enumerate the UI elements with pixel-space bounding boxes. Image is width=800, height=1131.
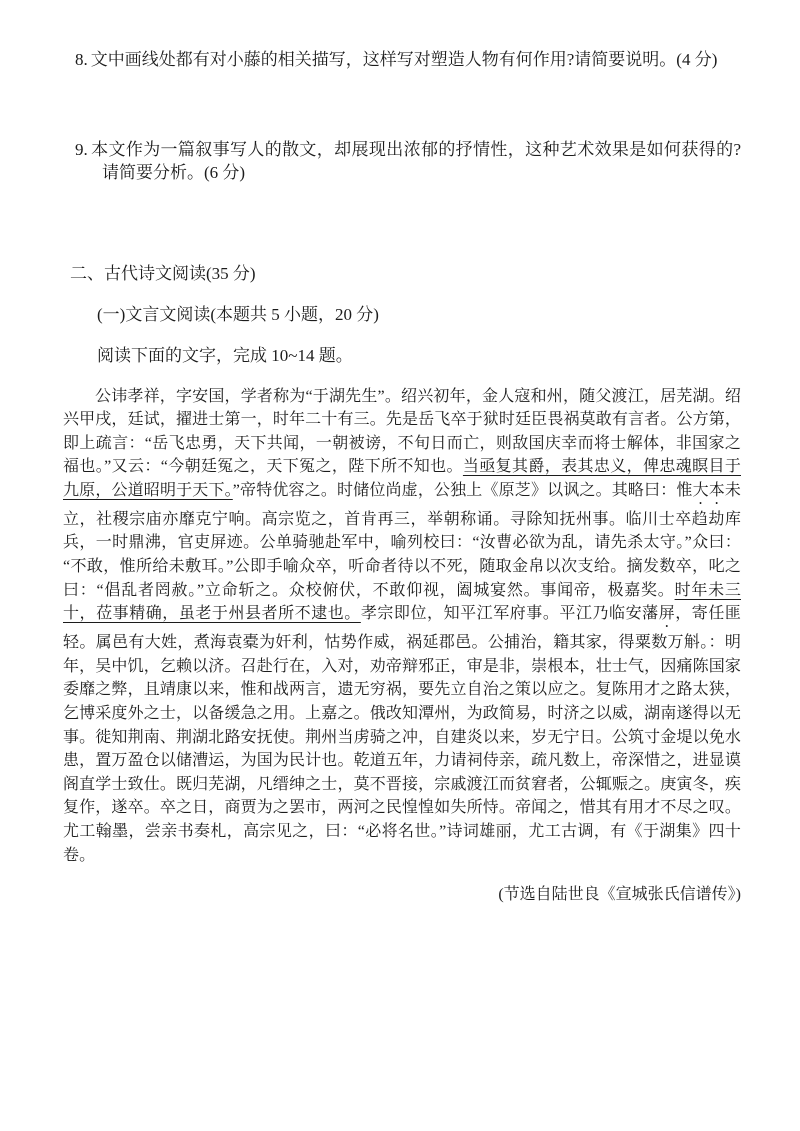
passage-segment: 未立，社稷宗庙亦靡克宁响。高宗览之，首肯再三，举朝称诵。寻除知抚州事。临川士卒趋劫库兵，一时鼎沸，官吏屏迹。公单骑驰赴军中，喻列校曰：“汝曹必欲为乱，请先杀太守。”众曰：“不敢，惟所给未敷耳。”公即手喻众卒，听命者待以不死，随取金帛以次支给。摘发数卒，叱之曰：“倡乱者罔赦。”立命斩之。众校俯伏，不敢仰视，阖城宴然。事闻帝，极嘉奖。 — [63, 481, 741, 599]
underlined-segment: 时年未三十，莅事精确，虽老于州县者所不逮也。 — [63, 581, 741, 623]
question-8-number: 8. — [75, 50, 88, 69]
classical-passage — [63, 385, 741, 868]
page-content — [63, 0, 741, 923]
passage-segment: ，寄任匪轻。属邑有大姓，煮海袁橐为奸利，怙势作威，祸延郡邑。公捕治，籍其家，得粟数万斛。：明年，吴中饥，乞赖以济。召赴行在，入对，劝帝辩邪正，审是非，崇根本，壮士气，因痛陈国家委靡之弊，且靖康以来，惟和战两言，遗无穷祸，要先立自治之策以应之。复陈用才之路太狭，乞博采度外之士，以备缓急之用。上嘉之。俄改知潭州，为政简易，时济之以威，湖南遂得以无事。徙知荆南、荆湖北路安抚使。荆州当虏骑之冲，自建炎以来，岁无宁日。公筑寸金堤以免水患，置万盈仓以储漕运，为国为民计也。乾道五年，力请祠侍亲，疏凡数上，帝深惜之，进显谟阁直学士致仕。既归芜湖，凡缙绅之士，莫不晋接，宗戚渡江而贫窘者，公辄赈之。庚寅冬，疾复作，遂卒。卒之日，商贾为之罢市，两河之民惶惶如失所恃。帝闻之，惜其有用才不尽之叹。尤工翰墨，尝亲书奏札，高宗见之，曰：“必将名世。”诗词雄丽，尤工古调，有《于湖集》四十卷。 — [63, 605, 741, 864]
emphasized-segment: 大本 — [692, 481, 725, 499]
reading-instruction: 阅读下面的文字，完成 10~14 题。 — [97, 345, 353, 365]
emphasized-segment: 屏 — [658, 605, 676, 623]
question-8 — [75, 48, 741, 72]
passage-segment: ”帝特优容之。时储位尚虚，公独上《原芝》以讽之。其略曰：惟 — [232, 481, 693, 499]
question-8-text: 文中画线处都有对小藤的相关描写，这样写对塑造人物有何作用?请简要说明。(4 分) — [90, 50, 718, 69]
passage-source: (节选自陆世良《宣城张氏信谱传》) — [498, 886, 741, 904]
passage-segment: 孝宗即位，知平江军府事。平江乃临安藩 — [360, 605, 659, 623]
question-9-number: 9. — [75, 139, 88, 159]
question-9-text: 本文作为一篇叙事写人的散文，却展现出浓郁的抒情性，这种艺术效果是如何获得的?请简要分析。(6 分) — [90, 139, 741, 182]
underlined-segment: 当亟复其爵，表其忠义，俾忠魂瞑目于九原，公道昭明于天下。 — [63, 458, 741, 499]
section-title: 二、古代诗文阅读(35 分) — [70, 263, 256, 283]
passage-segment: 公讳孝祥，字安国，学者称为“于湖先生”。绍兴初年，金人寇和州，随父渡江，居芜湖。绍兴甲戌，廷试，擢进士第一，时年二十有三。先是岳飞卒于狱时廷臣畏祸莫敢有言者。公方第，即上疏言：“岳飞忠勇，天下共闻，一朝被谤，不旬日而亡，则敌国庆幸而将士解体，非国家之福也。”又云：“今朝廷冤之，天下冤之，陛下所不知也。 — [63, 387, 741, 476]
subsection-title: (一)文言文阅读(本题共 5 小题，20 分) — [97, 304, 379, 324]
question-9 — [75, 138, 741, 185]
